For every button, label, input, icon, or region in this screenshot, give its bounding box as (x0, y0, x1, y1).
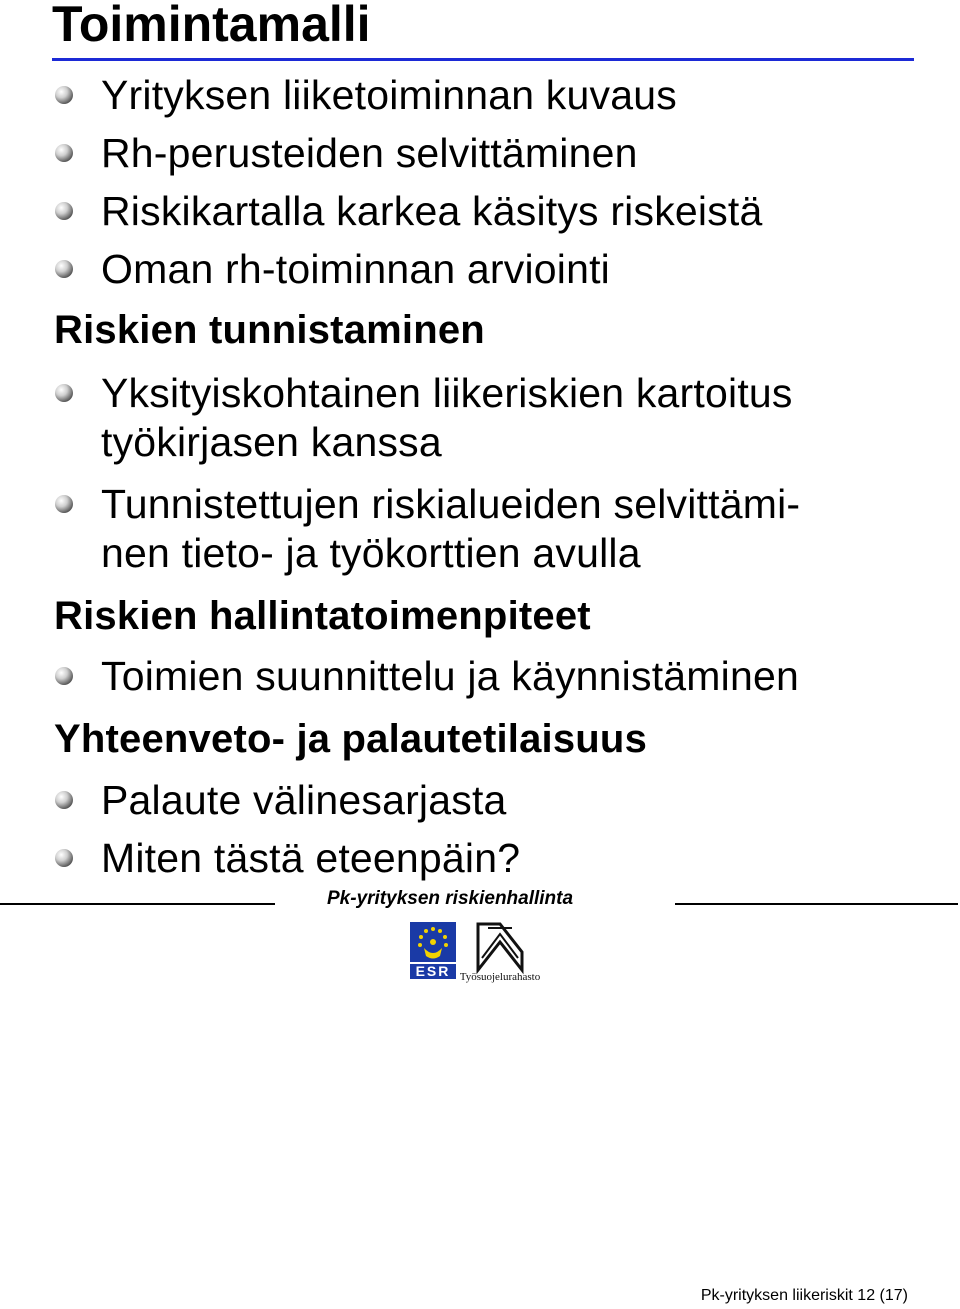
sphere-bullet-icon (55, 791, 73, 809)
sphere-bullet-icon (55, 144, 73, 162)
sphere-bullet-icon (55, 202, 73, 220)
footer-banner: Pk-yrityksen riskienhallinta (327, 888, 574, 909)
sphere-bullet-icon (55, 495, 73, 513)
page-title: Toimintamalli (52, 0, 371, 52)
section-heading: Yhteenveto- ja palautetilaisuus (54, 717, 648, 761)
bullet-text: Tunnistettujen riskialueiden selvittämi- (101, 481, 801, 527)
bullet-text: Miten tästä eteenpäin? (101, 835, 521, 881)
esr-logo-text: ESR (415, 963, 451, 979)
bullet-text: Toimien suunnittelu ja käynnistäminen (101, 653, 799, 699)
bullet-text: Yrityksen liiketoiminnan kuvaus (101, 72, 677, 118)
sphere-bullet-icon (55, 849, 73, 867)
bullet-text: työkirjasen kanssa (101, 419, 442, 465)
footer-rule-right (675, 903, 958, 905)
bullet-text: Palaute välinesarjasta (101, 777, 507, 823)
page-number: Pk-yrityksen liikeriskit 12 (17) (700, 1287, 908, 1304)
section-heading: Riskien tunnistaminen (54, 308, 485, 352)
bullet-text: Rh-perusteiden selvittäminen (101, 130, 638, 176)
sphere-bullet-icon (55, 86, 73, 104)
bullet-text: Oman rh-toiminnan arviointi (101, 246, 610, 292)
esr-logo (408, 920, 458, 982)
title-rule (52, 58, 914, 61)
section-heading: Riskien hallintatoimenpiteet (54, 594, 591, 638)
sphere-bullet-icon (55, 260, 73, 278)
bullet-text: nen tieto- ja työkorttien avulla (101, 530, 641, 576)
tsr-logo-text: Työsuojelurahasto (460, 971, 541, 983)
bullet-text: Yksityiskohtainen liikeriskien kartoitus (101, 370, 793, 416)
sphere-bullet-icon (55, 667, 73, 685)
bullet-text: Riskikartalla karkea käsitys riskeistä (101, 188, 763, 234)
sphere-bullet-icon (55, 384, 73, 402)
footer-rule-left (0, 903, 275, 905)
tyosuojelurahasto-logo (460, 918, 542, 984)
